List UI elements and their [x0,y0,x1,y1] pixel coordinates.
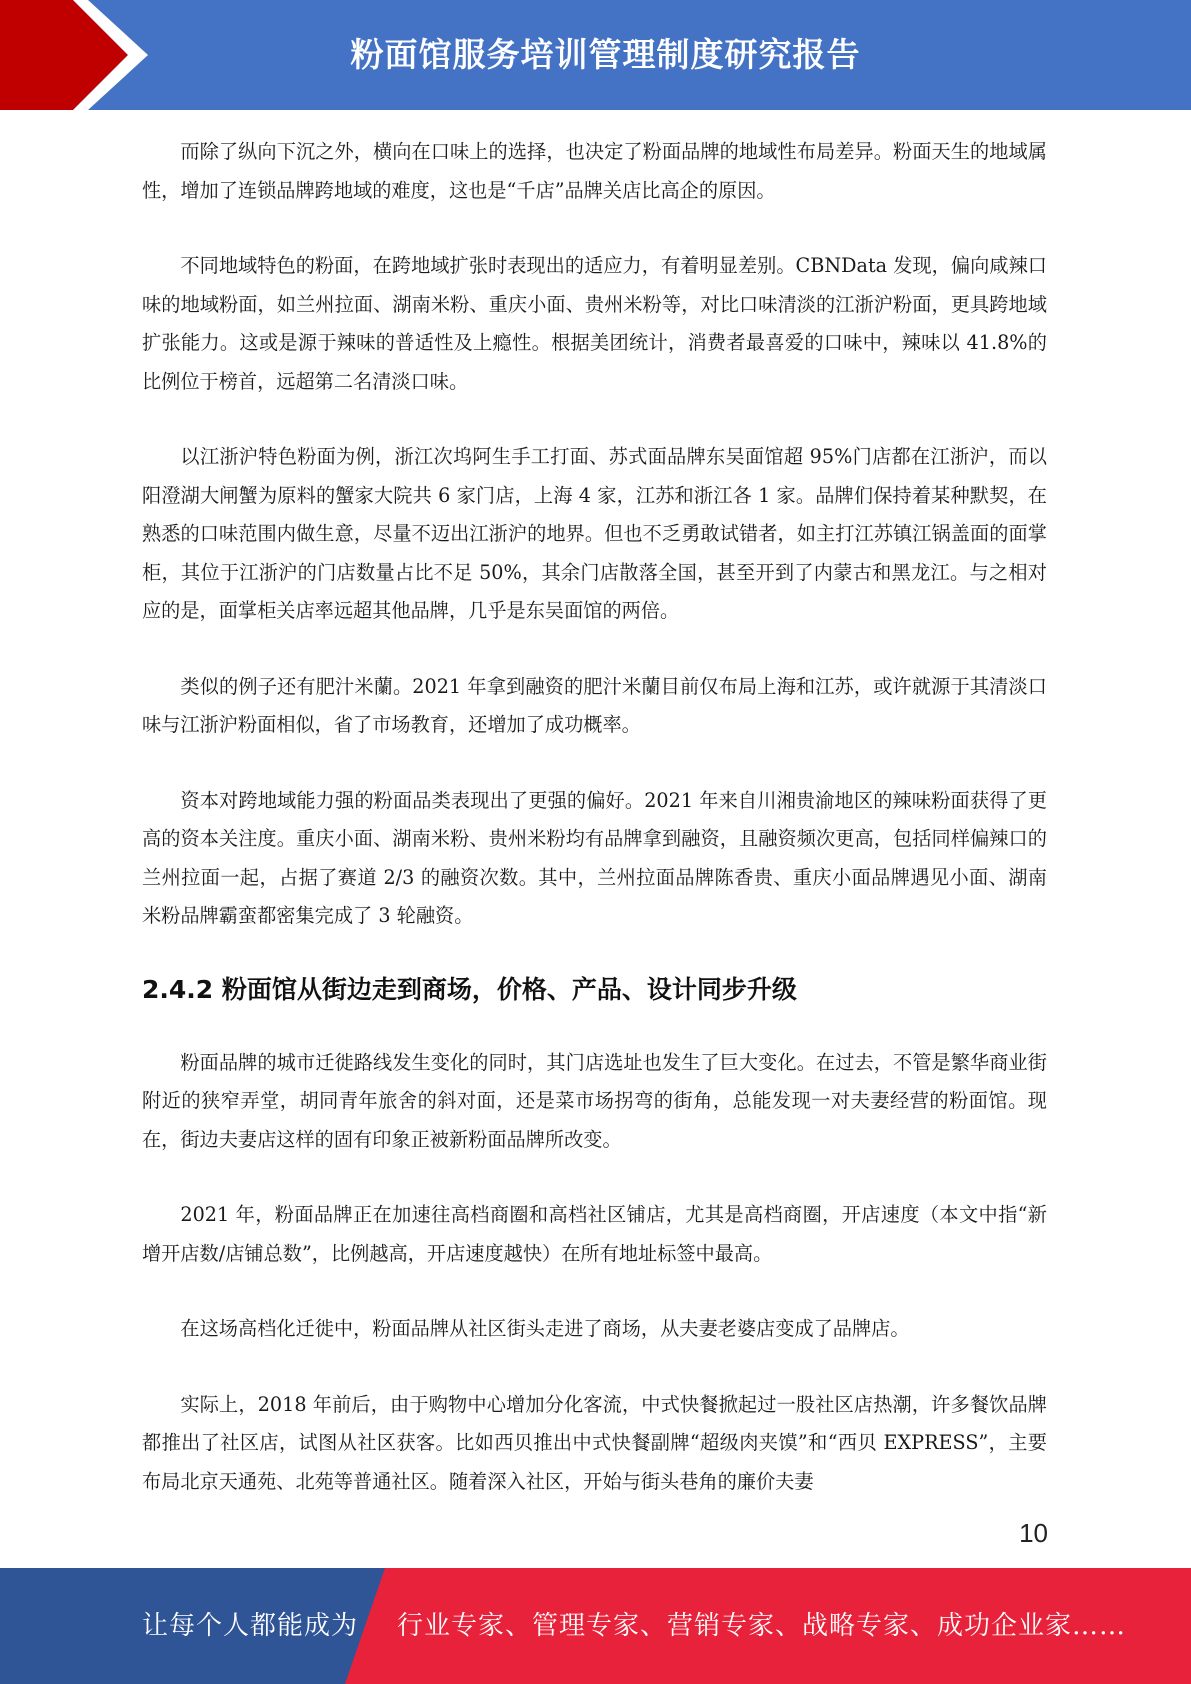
paragraph: 2021 年，粉面品牌正在加速往高档商圈和高档社区铺店，尤其是高档商圈，开店速度（本文中指“新增开店数/店铺总数”，比例越高，开店速度越快）在所有地址标签中最高。 [142,1203,1047,1265]
paragraph: 而除了纵向下沉之外，横向在口味上的选择，也决定了粉面品牌的地域性布局差异。粉面天生的地域属性，增加了连锁品牌跨地域的难度，这也是“千店”品牌关店比高企的原因。 [142,140,1047,202]
document-title: 粉面馆服务培训管理制度研究报告 [350,35,861,74]
paragraph: 资本对跨地域能力强的粉面品类表现出了更强的偏好。2021 年来自川湘贵渝地区的辣味粉面获得了更高的资本关注度。重庆小面、湖南米粉、贵州米粉均有品牌拿到融资，且融资频次更高，包括同样偏辣口的兰州拉面一起，占据了赛道 2/3 的融资次数。其中，兰州拉面品牌陈香贵、重庆小面品牌遇见小面、湖南米粉品牌霸蛮都密集完成了 3 轮融资。 [142,788,1047,927]
page-number: 10 [1019,1518,1048,1548]
paragraph: 实际上，2018 年前后，由于购物中心增加分化客流，中式快餐掀起过一股社区店热潮，许多餐饮品牌都推出了社区店，试图从社区获客。比如西贝推出中式快餐副牌“超级肉夹馍”和“西贝 EXPRESS”，主要布局北京天通苑、北苑等普通社区。随着深入社区，开始与街头巷角的廉价夫妻 [142,1392,1047,1493]
main-content [142,133,1047,1501]
paragraph: 不同地域特色的粉面，在跨地域扩张时表现出的适应力，有着明显差别。CBNData 发现，偏向咸辣口味的地域粉面，如兰州拉面、湖南米粉、重庆小面、贵州米粉等，对比口味清淡的江浙沪粉面，更具跨地域扩张能力。这或是源于辣味的普适性及上瘾性。根据美团统计，消费者最喜爱的口味中，辣味以 41.8%的比例位于榜首，远超第二名清淡口味。 [142,254,1047,393]
section-heading: 2.4.2 粉面馆从街边走到商场，价格、产品、设计同步升级 [142,974,797,1004]
footer-slogan-right: 行业专家、管理专家、营销专家、战略专家、成功企业家…… [397,1611,1127,1641]
paragraph: 在这场高档化迁徙中，粉面品牌从社区街头走进了商场，从夫妻老婆店变成了品牌店。 [180,1317,910,1340]
paragraph: 粉面品牌的城市迁徙路线发生变化的同时，其门店选址也发生了巨大变化。在过去，不管是繁华商业街附近的狭窄弄堂，胡同青年旅舍的斜对面，还是菜市场拐弯的街角，总能发现一对夫妻经营的粉面馆。现在，街边夫妻店这样的固有印象正被新粉面品牌所改变。 [142,1050,1047,1151]
page-header [0,0,1191,110]
page-footer [0,1568,1191,1684]
footer-slogan-left: 让每个人都能成为 [142,1611,359,1641]
paragraph: 以江浙沪特色粉面为例，浙江次坞阿生手工打面、苏式面品牌东吴面馆超 95%门店都在江浙沪，而以阳澄湖大闸蟹为原料的蟹家大院共 6 家门店，上海 4 家，江苏和浙江各 1 家。品牌们保持着某种默契，在熟悉的口味范围内做生意，尽量不迈出江浙沪的地界。但也不乏勇敢试错者，如主打江苏镇江锅盖面的面掌柜，其位于江浙沪的门店数量占比不足 50%，其余门店散落全国，甚至开到了内蒙古和黑龙江。与之相对应的是，面掌柜关店率远超其他品牌，几乎是东吴面馆的两倍。 [142,445,1047,622]
paragraph: 类似的例子还有肥汁米蘭。2021 年拿到融资的肥汁米蘭目前仅布局上海和江苏，或许就源于其清淡口味与江浙沪粉面相似，省了市场教育，还增加了成功概率。 [142,674,1047,736]
